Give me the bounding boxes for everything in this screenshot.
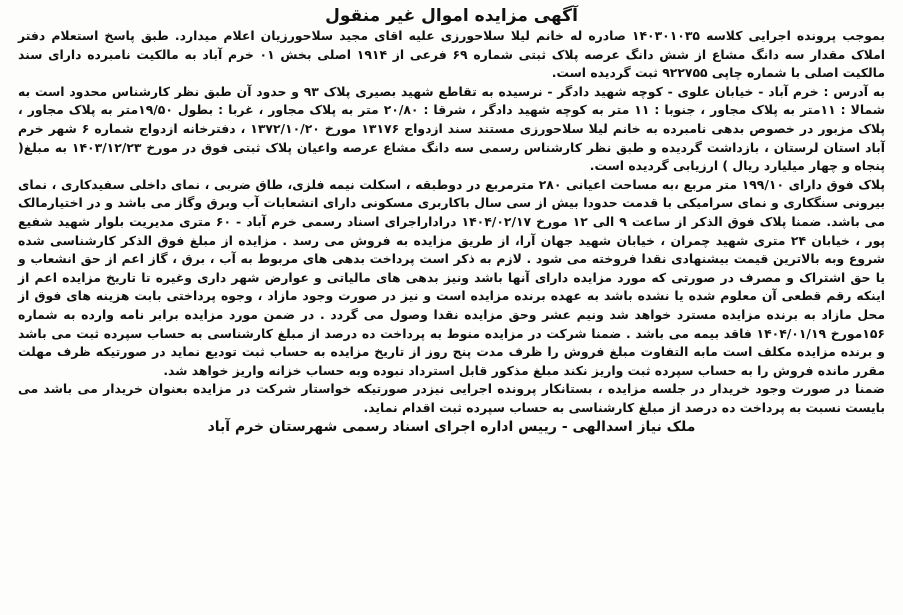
notice-title: آگهی مزایده اموال غیر منقول	[325, 6, 578, 26]
notice-paragraph-creditor: ضمنا در صورت وجود خریدار در جلسه مزایده ، بستانکار پرونده اجرایی نیزدر صورتیکه خواستار شرکت در مزایده بعنوان خریدار می باشد می بایست نسبت به پرداخت ده درصد از مبلغ کارشناسی به حساب سپرده ثبت اقدام نماید.	[18, 381, 885, 415]
notice-paragraph-conditions: پلاک فوق دارای ۱۹۹/۱۰ متر مربع ،به مساحت اعیانی ۲۸۰ مترمربع در دوطبقه ، اسکلت نیمه فلزی، طاق ضربی ، نمای داخلی سفیدکاری ، نمای بیرونی سنگکاری و نمای سرامیکی با قدمت حدودا بیش از سی سال باکاربری مسکونی دارای انشعابات آب وبرق وگاز می باشد و در اختیارمالک می باشد. ضمنا پلاک فوق الذکر از ساعت ۹ الی ۱۲ مورخ ۱۴۰۴/۰۲/۱۷ دراداراجرای اسناد رسمی خرم آباد - ۶۰ متری مدیریت بلوار شهید شفیع پور ، خیابان ۲۴ متری شهید چمران ، خیابان شهید جهان آرا، از طریق مزایده به فروش می رسد . مزایده از مبلغ فوق الذکر کارشناسی شده شروع وبه بالاترین قیمت بیشنهادی نقدا فروخته می شود . لازم به ذکر است پرداخت بدهی های مربوط به آب ، برق ، گاز اعم از حق انشعاب و یا حق اشتراک و مصرف در صورتی که مورد مزایده دارای آنها باشد ونیز بدهی های مالیاتی و عوارض شهر داری وغیره تا تاریخ مزایده اعم از اینکه رقم قطعی آن معلوم شده یا نشده باشد به عهده برنده مزایده است و نیز در صورت وجود مازاد ، وجوه پرداختی بابت هزینه های فوق از محل مازاد به برنده مزایده مسترد خواهد شد ونیم عشر وحق مزایده نقدا وصول می گردد . در ضمن مورد مزایده برابر نامه وارده به شماره ۱۵۶مورخ ۱۴۰۴/۰۱/۱۹ فاقد بیمه می باشد . ضمنا شرکت در مزایده منوط به پرداخت ده درصد از مبلغ کارشناسی به حساب سپرده ثبت می باشد و برنده مزایده مکلف است مابه التفاوت مبلغ فروش را ظرف مدت پنج روز از تاریخ مزایده به حساب ثبت تودیع نماید در صورتیکه ظرف مهلت مقرر مانده فروش را به حساب سپرده ثبت واریز نکند مبلغ مذکور قابل استرداد نبوده وبه حساب خزانه واریز خواهد شد.	[18, 176, 885, 378]
notice-paragraph-case: بموجب پرونده اجرایی کلاسه ۱۴۰۳۰۱۰۳۵ صادره له خانم لیلا سلاحورزی علیه اقای مجید سلاحورزیان اعلام میدارد. طبق پاسخ استعلام دفتر املاک مقدار سه دانگ مشاع از شش دانگ عرصه پلاک ثبتی شماره ۶۹ فرعی از ۱۹۱۴ اصلی بخش ۰۱ خرم آباد به مالکیت نامبرده دارای سند مالکیت اصلی با شماره چاپی ۹۲۲۷۵۵ ثبت گردیده است.	[18, 28, 885, 81]
notice-signature: ملک نیاز اسدالهی - رییس اداره اجرای اسناد رسمی شهرستان خرم آباد	[207, 419, 696, 436]
notice-paragraph-address: به آدرس : خرم آباد - خیابان علوی - کوچه شهید دادگر - نرسیده به تقاطع شهید بصیری پلاک ۹۳ و حدود آن طبق نظر کارشناس محدود است به شمالا : ۱۱متر به پلاک مجاور ، جنوبا : ۱۱ متر به کوچه شهید دادگر ، شرقا : ۲۰/۸۰ متر به پلاک مجاور ، غربا : بطول ۱۹/۵۰متر به پلاک مجاور ، پلاک مزبور در خصوص بدهی نامبرده به خانم لیلا سلاحورزی مستند سند ازدواج ۱۳۱۷۶ مورخ ۱۳۷۲/۱۰/۲۰ ، دفترخانه ازدواج شماره ۶ شهر خرم آباد استان لرستان ، بازداشت گردیده و طبق نظر کارشناس رسمی سه دانگ مشاع عرصه واعیان پلاک ثبتی فوق در مورخ ۱۴۰۳/۱۲/۲۳ به مبلغ( پنجاه و چهار میلیارد ریال ) ارزیابی گردیده است.	[18, 83, 886, 174]
